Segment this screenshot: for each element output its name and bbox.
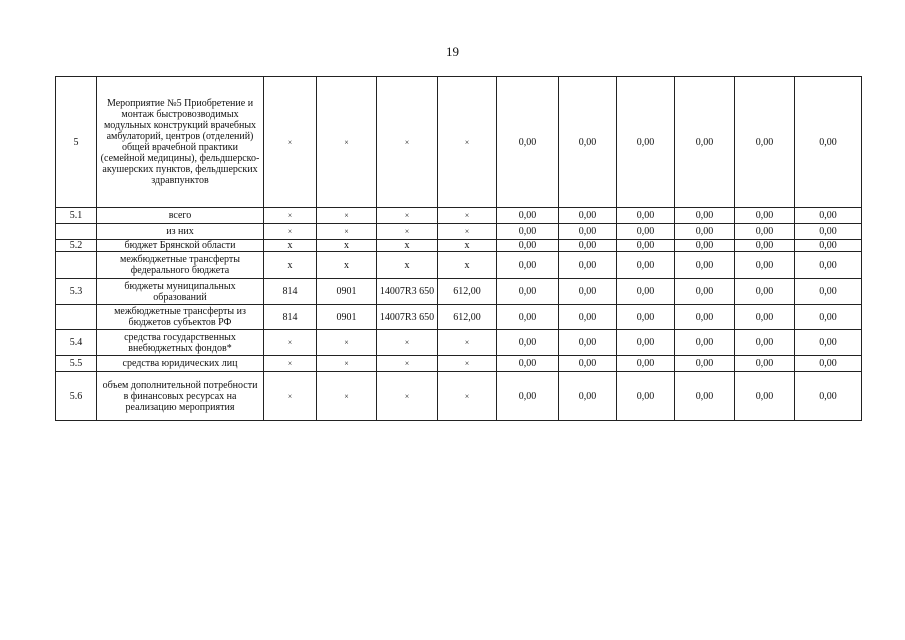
- value-cell: 0,00: [675, 372, 735, 421]
- row-name: из них: [97, 224, 264, 240]
- code-cell: ×: [438, 77, 497, 208]
- row-name: Мероприятие №5 Приобретение и монтаж быстровозводимых модульных конструкций врачебных амбулаторий, центров (отделений) общей врачебной практики (семейной медицины), фельдшерско-акушерских пунктов, фельдшерских здравпунктов: [97, 77, 264, 208]
- code-cell: x: [317, 252, 377, 279]
- table-row: [56, 330, 862, 356]
- code-cell: x: [317, 240, 377, 252]
- code-cell: x: [438, 252, 497, 279]
- value-cell: 0,00: [617, 208, 675, 224]
- value-cell: 0,00: [735, 224, 795, 240]
- code-cell: ×: [264, 330, 317, 356]
- value-cell: 0,00: [795, 77, 862, 208]
- row-number: 5.1: [56, 208, 97, 224]
- value-cell: 0,00: [617, 356, 675, 372]
- value-cell: 0,00: [617, 77, 675, 208]
- value-cell: 0,00: [735, 330, 795, 356]
- code-cell: x: [377, 240, 438, 252]
- value-cell: 0,00: [497, 224, 559, 240]
- row-name: объем дополнительной потребности в финансовых ресурсах на реализацию мероприятия: [97, 372, 264, 421]
- row-number: [56, 224, 97, 240]
- code-cell: 814: [264, 305, 317, 330]
- value-cell: 0,00: [617, 224, 675, 240]
- value-cell: 0,00: [735, 252, 795, 279]
- value-cell: 0,00: [617, 240, 675, 252]
- row-number: 5.5: [56, 356, 97, 372]
- table-row: [56, 305, 862, 330]
- table-row: [56, 77, 862, 208]
- row-number: 5.4: [56, 330, 97, 356]
- code-cell: x: [264, 240, 317, 252]
- code-cell: 0901: [317, 279, 377, 305]
- value-cell: 0,00: [795, 279, 862, 305]
- row-name: межбюджетные трансферты федерального бюджета: [97, 252, 264, 279]
- code-cell: x: [264, 252, 317, 279]
- code-cell: ×: [264, 77, 317, 208]
- code-cell: 814: [264, 279, 317, 305]
- code-cell: ×: [438, 330, 497, 356]
- value-cell: 0,00: [497, 356, 559, 372]
- value-cell: 0,00: [675, 240, 735, 252]
- budget-table: [55, 76, 862, 421]
- value-cell: 0,00: [559, 330, 617, 356]
- code-cell: ×: [317, 372, 377, 421]
- value-cell: 0,00: [675, 305, 735, 330]
- value-cell: 0,00: [735, 305, 795, 330]
- page-number: 19: [446, 44, 459, 59]
- code-cell: ×: [264, 356, 317, 372]
- value-cell: 0,00: [617, 330, 675, 356]
- value-cell: 0,00: [675, 356, 735, 372]
- value-cell: 0,00: [675, 330, 735, 356]
- table-row: [56, 372, 862, 421]
- row-number: 5: [56, 77, 97, 208]
- code-cell: 14007R3 650: [377, 305, 438, 330]
- code-cell: ×: [438, 356, 497, 372]
- row-name: бюджет Брянской области: [97, 240, 264, 252]
- value-cell: 0,00: [735, 240, 795, 252]
- value-cell: 0,00: [795, 372, 862, 421]
- code-cell: ×: [377, 330, 438, 356]
- table-row: [56, 279, 862, 305]
- row-number: 5.2: [56, 240, 97, 252]
- value-cell: 0,00: [617, 305, 675, 330]
- row-number: [56, 252, 97, 279]
- code-cell: ×: [317, 77, 377, 208]
- code-cell: ×: [317, 224, 377, 240]
- value-cell: 0,00: [735, 279, 795, 305]
- value-cell: 0,00: [497, 240, 559, 252]
- code-cell: ×: [264, 224, 317, 240]
- code-cell: ×: [317, 208, 377, 224]
- value-cell: 0,00: [675, 279, 735, 305]
- code-cell: ×: [377, 372, 438, 421]
- code-cell: ×: [377, 224, 438, 240]
- value-cell: 0,00: [559, 305, 617, 330]
- value-cell: 0,00: [497, 77, 559, 208]
- value-cell: 0,00: [559, 240, 617, 252]
- value-cell: 0,00: [559, 224, 617, 240]
- code-cell: 14007R3 650: [377, 279, 438, 305]
- value-cell: 0,00: [497, 330, 559, 356]
- table-row: [56, 252, 862, 279]
- value-cell: 0,00: [735, 356, 795, 372]
- value-cell: 0,00: [617, 372, 675, 421]
- code-cell: ×: [438, 208, 497, 224]
- row-name: средства государственных внебюджетных фондов*: [97, 330, 264, 356]
- code-cell: ×: [317, 330, 377, 356]
- value-cell: 0,00: [559, 279, 617, 305]
- value-cell: 0,00: [675, 224, 735, 240]
- code-cell: 612,00: [438, 279, 497, 305]
- value-cell: 0,00: [675, 252, 735, 279]
- value-cell: 0,00: [559, 356, 617, 372]
- value-cell: 0,00: [735, 208, 795, 224]
- value-cell: 0,00: [795, 224, 862, 240]
- code-cell: 0901: [317, 305, 377, 330]
- row-name: всего: [97, 208, 264, 224]
- value-cell: 0,00: [795, 208, 862, 224]
- value-cell: 0,00: [795, 330, 862, 356]
- value-cell: 0,00: [559, 372, 617, 421]
- row-number: [56, 305, 97, 330]
- table-row: [56, 240, 862, 252]
- table-row: [56, 224, 862, 240]
- code-cell: ×: [438, 224, 497, 240]
- value-cell: 0,00: [497, 372, 559, 421]
- table-row: [56, 356, 862, 372]
- value-cell: 0,00: [735, 372, 795, 421]
- code-cell: ×: [438, 372, 497, 421]
- value-cell: 0,00: [559, 252, 617, 279]
- value-cell: 0,00: [735, 77, 795, 208]
- value-cell: 0,00: [795, 356, 862, 372]
- row-number: 5.3: [56, 279, 97, 305]
- value-cell: 0,00: [497, 305, 559, 330]
- code-cell: ×: [377, 208, 438, 224]
- value-cell: 0,00: [675, 77, 735, 208]
- value-cell: 0,00: [497, 208, 559, 224]
- code-cell: ×: [264, 208, 317, 224]
- code-cell: ×: [377, 356, 438, 372]
- value-cell: 0,00: [795, 252, 862, 279]
- value-cell: 0,00: [795, 240, 862, 252]
- table-row: [56, 208, 862, 224]
- value-cell: 0,00: [617, 279, 675, 305]
- code-cell: ×: [377, 77, 438, 208]
- code-cell: 612,00: [438, 305, 497, 330]
- code-cell: ×: [317, 356, 377, 372]
- value-cell: 0,00: [559, 208, 617, 224]
- value-cell: 0,00: [617, 252, 675, 279]
- value-cell: 0,00: [795, 305, 862, 330]
- value-cell: 0,00: [675, 208, 735, 224]
- value-cell: 0,00: [497, 279, 559, 305]
- code-cell: x: [377, 252, 438, 279]
- row-number: 5.6: [56, 372, 97, 421]
- code-cell: ×: [264, 372, 317, 421]
- row-name: бюджеты муниципальных образований: [97, 279, 264, 305]
- value-cell: 0,00: [559, 77, 617, 208]
- value-cell: 0,00: [497, 252, 559, 279]
- row-name: межбюджетные трансферты из бюджетов субъектов РФ: [97, 305, 264, 330]
- code-cell: x: [438, 240, 497, 252]
- row-name: средства юридических лиц: [97, 356, 264, 372]
